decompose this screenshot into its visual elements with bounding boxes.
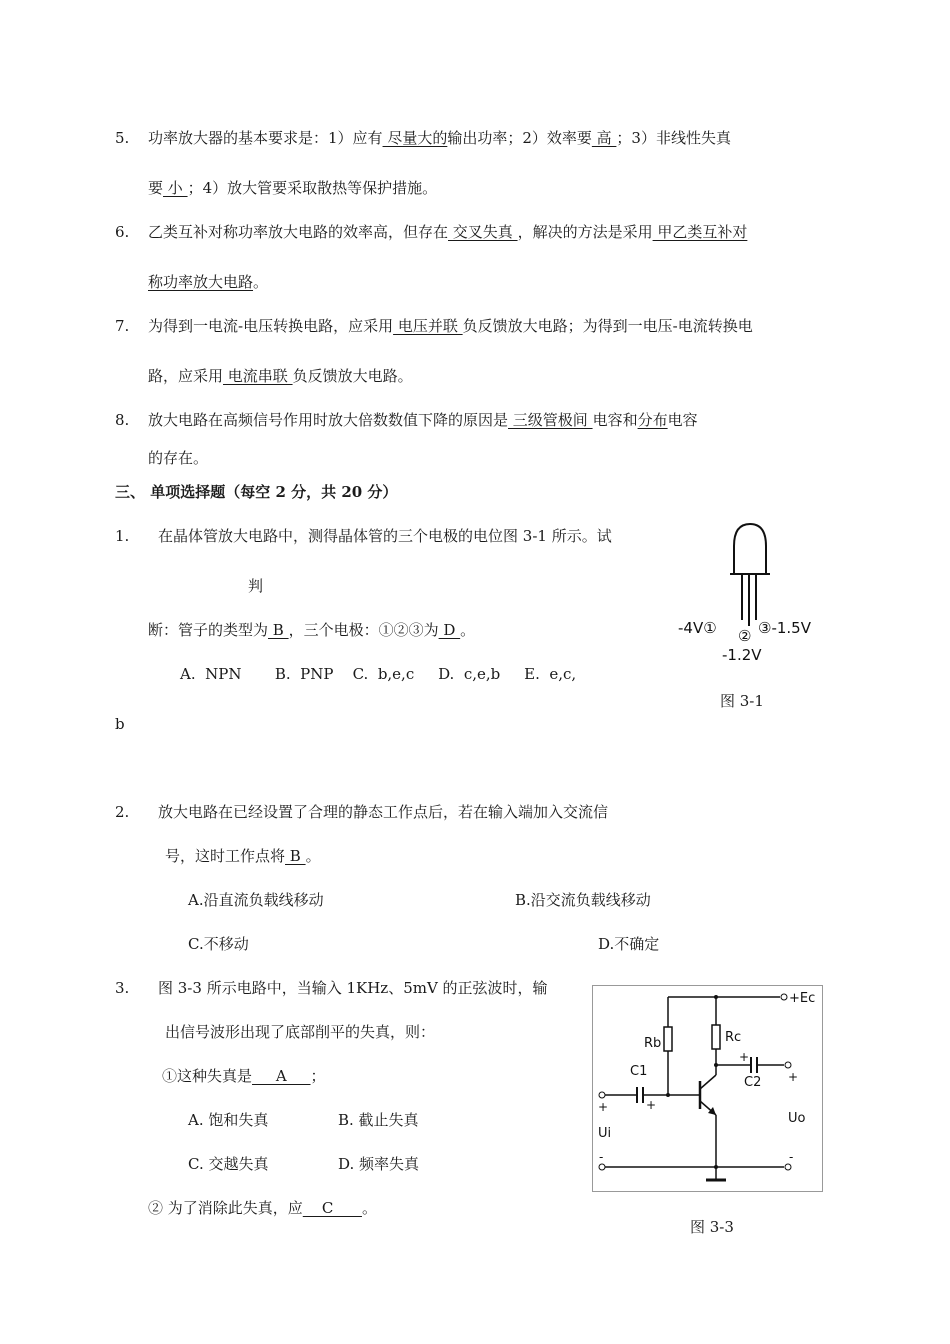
- q6-answer-2: 甲乙类互补对: [652, 223, 748, 241]
- q5-text: ；3）非线性失真: [616, 129, 731, 147]
- q5-line2: [148, 178, 437, 198]
- q7-text: 负反馈放大电路；为得到一电压-电流转换电: [462, 317, 753, 335]
- m2-option-a: A.沿直流负载线移动: [188, 891, 324, 909]
- figure-3-3-caption: 图 3-3: [690, 1218, 734, 1236]
- input-plus-label: +: [598, 1100, 609, 1114]
- amplifier-circuit-figure: [592, 985, 824, 1193]
- m2-option-c: C.不移动: [188, 935, 249, 953]
- m1-text: ，三个电极：①②③为: [288, 621, 439, 639]
- q8-text: 放大电路在高频信号作用时放大倍数数值下降的原因是: [148, 411, 509, 429]
- input-minus-label: -: [599, 1150, 604, 1164]
- q8-text: 的存在。: [148, 449, 209, 467]
- m3-answer-2: C: [302, 1199, 362, 1217]
- q6-line2: [148, 272, 268, 292]
- q8-answer-1: 三级管极间: [508, 411, 593, 429]
- q5-text: 要: [148, 179, 164, 197]
- c1-plus-label: +: [646, 1098, 657, 1112]
- rc-resistor: [712, 1025, 720, 1049]
- m3-sub2: [148, 1198, 377, 1218]
- q8-line2: [148, 448, 208, 468]
- ui-label: Ui: [598, 1126, 612, 1141]
- q8-text: 电容和: [592, 411, 638, 429]
- q6-answer-2-cont: 称功率放大电路: [148, 273, 254, 291]
- q6-line1: [148, 222, 747, 242]
- m1-line1: 在晶体管放大电路中，测得晶体管的三个电极的电位图 3-1 所示。试: [158, 527, 612, 545]
- pin2-voltage-label: -1.2V: [722, 646, 762, 664]
- figure-3-1-caption: 图 3-1: [720, 692, 764, 710]
- q7-line2: [148, 366, 413, 386]
- q5-answer-3: 小: [163, 179, 188, 197]
- m3-text: ；: [310, 1067, 326, 1085]
- uo-label: Uo: [788, 1111, 806, 1126]
- m2-option-b: B.沿交流负载线移动: [515, 891, 651, 909]
- transistor-body: [734, 524, 766, 574]
- junction-dot: [714, 995, 718, 999]
- m3-option-c: C. 交越失真: [188, 1155, 269, 1173]
- q6-number: 6.: [115, 223, 130, 241]
- q7-answer-1: 电压并联: [393, 317, 463, 335]
- q5-text: 输出功率；2）效率要: [447, 129, 592, 147]
- m2-number: 2.: [115, 803, 130, 821]
- m1-line3: [148, 620, 475, 640]
- output-minus-label: -: [789, 1150, 794, 1164]
- m2-text: 号，这时工作点将: [165, 847, 286, 865]
- ec-label: +Ec: [789, 991, 816, 1006]
- m2-option-d: D.不确定: [598, 935, 660, 953]
- q8-text: 电容: [667, 411, 698, 429]
- m2-text: 。: [305, 847, 321, 865]
- output-ground-terminal: [785, 1164, 791, 1170]
- pin1-label: -4V①: [678, 619, 717, 637]
- pin3-label: ③-1.5V: [758, 619, 811, 637]
- m1-text: 断：管子的类型为: [148, 621, 269, 639]
- m2-line1: 放大电路在已经设置了合理的静态工作点后，若在输入端加入交流信: [158, 803, 609, 821]
- m3-line1: 图 3-3 所示电路中，当输入 1KHz、5mV 的正弦波时，输: [158, 979, 548, 997]
- m1-text: 。: [460, 621, 476, 639]
- m3-text: ② 为了消除此失真，应: [148, 1199, 303, 1217]
- m3-option-a: A. 饱和失真: [188, 1111, 269, 1129]
- q5-text: 功率放大器的基本要求是：1）应有: [148, 129, 383, 147]
- junction-dot: [666, 1093, 670, 1097]
- q6-text: ，解决的方法是采用: [517, 223, 653, 241]
- c2-label: C2: [744, 1075, 762, 1090]
- input-terminal: [599, 1092, 605, 1098]
- q7-number: 7.: [115, 317, 130, 335]
- m3-number: 3.: [115, 979, 130, 997]
- junction-dot: [714, 1063, 718, 1067]
- q6-answer-1: 交叉失真: [448, 223, 518, 241]
- q7-line1: [148, 316, 753, 336]
- q7-text: 路，应采用: [148, 367, 224, 385]
- m3-text: ①这种失真是: [162, 1067, 253, 1085]
- q8-answer-2: 分布: [637, 411, 668, 429]
- transistor-collector: [700, 1075, 716, 1089]
- q5-answer-2: 高: [591, 129, 617, 147]
- rb-label: Rb: [644, 1036, 662, 1051]
- m1-answer-2: D: [438, 621, 461, 639]
- m1-number: 1.: [115, 527, 130, 545]
- q8-line1: [148, 410, 698, 430]
- m3-option-b: B. 截止失真: [338, 1111, 419, 1129]
- input-ground-terminal: [599, 1164, 605, 1170]
- q6-text: 乙类互补对称功率放大电路的效率高，但存在: [148, 223, 449, 241]
- m1-line2: 判: [248, 577, 264, 595]
- q5-number: 5.: [115, 129, 130, 147]
- m1-options: A. NPN B. PNP C. b,e,c D. c,e,b E. e,c,: [180, 665, 577, 683]
- q7-text: 为得到一电流-电压转换电路，应采用: [148, 317, 394, 335]
- m3-text: 。: [361, 1199, 377, 1217]
- m3-line2: 出信号波形出现了底部削平的失真，则：: [165, 1023, 436, 1041]
- m3-sub1: [162, 1066, 326, 1086]
- q5-line1: [148, 128, 731, 148]
- q7-answer-2: 电流串联: [223, 367, 293, 385]
- pin2-label: ②: [738, 627, 752, 645]
- section-heading: 三、 单项选择题（每空 2 分，共 20 分）: [115, 483, 398, 501]
- figure-frame: [593, 986, 823, 1192]
- q5-answer-1: 尽量大的: [382, 129, 448, 147]
- m1-answer-1: B: [268, 621, 289, 639]
- m2-answer: B: [285, 847, 306, 865]
- output-terminal: [785, 1062, 791, 1068]
- rb-resistor: [664, 1027, 672, 1051]
- q7-text: 负反馈放大电路。: [292, 367, 413, 385]
- m3-answer-1: A: [252, 1067, 311, 1085]
- c2-plus-label: +: [739, 1050, 750, 1064]
- c1-label: C1: [630, 1064, 648, 1079]
- output-plus-label: +: [788, 1070, 799, 1084]
- q5-text: ；4）放大管要采取散热等保护措施。: [187, 179, 438, 197]
- m1-options-wrap: b: [115, 715, 125, 733]
- q6-text: 。: [253, 273, 269, 291]
- m2-line2: [165, 846, 321, 866]
- q8-number: 8.: [115, 411, 130, 429]
- m3-option-d: D. 频率失真: [338, 1155, 420, 1173]
- transistor-figure: [672, 516, 838, 666]
- supply-terminal: [781, 994, 787, 1000]
- rc-label: Rc: [725, 1030, 742, 1045]
